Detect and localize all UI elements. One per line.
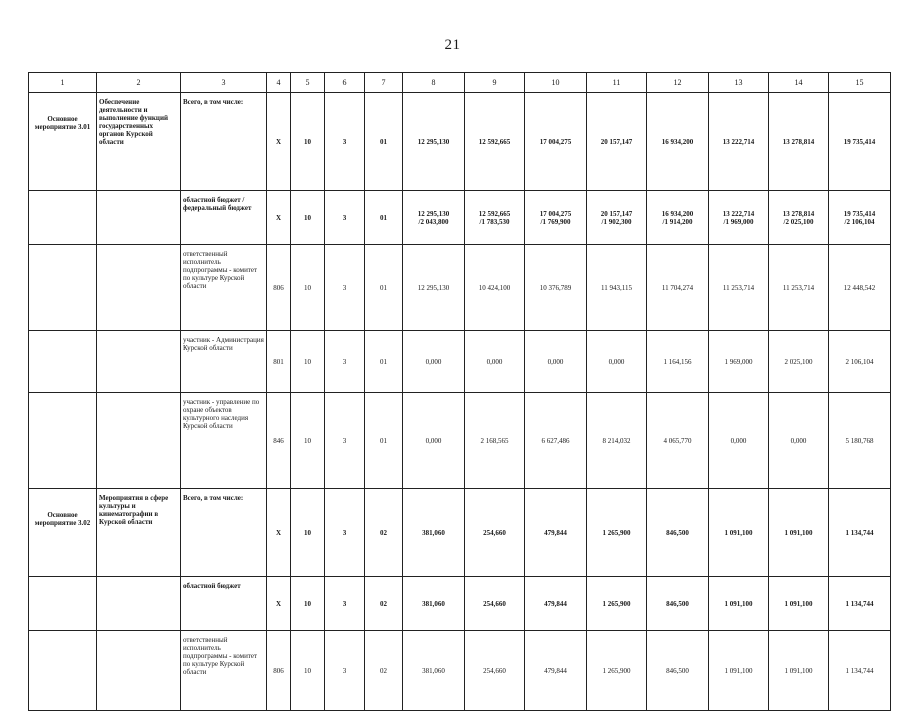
value-line: 1 091,100 [784,528,813,537]
event-cell [29,631,97,711]
table-row [29,245,891,331]
pr-cell: 3 [325,577,365,631]
value-cell [403,93,465,191]
description-cell [97,393,181,489]
value-line: 17 004,275 [539,209,572,218]
value-cell [647,631,709,711]
value-line: 11 253,714 [782,283,815,292]
column-header: 6 [325,73,365,93]
event-cell [29,331,97,393]
event-cell: Основное мероприятие 3.02 [29,489,97,577]
grbs-cell: 806 [267,245,291,331]
column-header: 13 [709,73,769,93]
value-line: 20 157,147 [600,137,633,146]
value-line: 254,660 [483,599,506,608]
value-cell [769,191,829,245]
value-line: 0,000 [790,436,807,445]
value-line: 16 934,200 [661,137,694,146]
description-cell [97,245,181,331]
grbs-cell: X [267,93,291,191]
value-line: 17 004,275 [539,137,572,146]
value-line: 5 180,768 [845,436,874,445]
value-line: /2 025,100 [783,217,814,226]
page-number: 21 [444,37,461,53]
value-cell [709,191,769,245]
value-line: 12 592,665 [478,209,511,218]
value-cell [403,245,465,331]
table-row [29,393,891,489]
description-cell [97,331,181,393]
value-cell [647,489,709,577]
description-cell: Обеспечение деятельности и выполнение функций государственных органов Курской области [97,93,181,191]
value-cell [647,577,709,631]
value-line: 479,844 [544,528,567,537]
csr-cell: 01 [365,393,403,489]
pr-cell: 3 [325,489,365,577]
value-cell [829,577,891,631]
value-line: 1 091,100 [724,528,753,537]
table-row [29,577,891,631]
event-cell [29,577,97,631]
value-cell [587,331,647,393]
rz-cell: 10 [291,577,325,631]
pr-cell: 3 [325,245,365,331]
column-header: 15 [829,73,891,93]
column-header: 4 [267,73,291,93]
value-cell [525,191,587,245]
value-line: 1 265,900 [602,599,631,608]
value-cell [709,93,769,191]
value-line: 254,660 [483,528,506,537]
value-line: 11 943,115 [601,283,632,292]
value-cell [769,489,829,577]
value-line: /1 769,900 [540,217,571,226]
value-line: 479,844 [544,666,567,675]
value-line: 16 934,200 [661,209,694,218]
csr-cell: 02 [365,489,403,577]
value-line: 8 214,032 [602,436,631,445]
value-line: 0,000 [730,436,747,445]
value-line: 11 253,714 [722,283,755,292]
value-cell [465,331,525,393]
grbs-cell: 846 [267,393,291,489]
value-cell [829,331,891,393]
value-line: 1 134,744 [845,599,874,608]
value-line: 846,500 [666,528,689,537]
pr-cell: 3 [325,93,365,191]
value-line: 13 222,714 [722,137,755,146]
csr-cell: 01 [365,245,403,331]
value-cell [829,191,891,245]
column-header: 11 [587,73,647,93]
value-cell [403,631,465,711]
value-cell [709,393,769,489]
value-cell [829,393,891,489]
value-cell [587,489,647,577]
table-row [29,631,891,711]
value-cell [403,331,465,393]
value-line: 0,000 [425,357,442,366]
value-line: 1 265,900 [602,528,631,537]
value-cell [709,245,769,331]
table-row [29,489,891,577]
value-line: 1 091,100 [724,666,753,675]
value-cell [829,245,891,331]
value-cell [587,93,647,191]
value-line: 12 448,542 [843,283,876,292]
value-cell [525,577,587,631]
value-cell [829,489,891,577]
column-header: 10 [525,73,587,93]
csr-cell: 02 [365,577,403,631]
funding-source-cell: ответственный исполнитель подпрограммы - комитет по культуре Курской области [181,245,267,331]
value-line: 0,000 [486,357,503,366]
column-header: 1 [29,73,97,93]
column-header: 12 [647,73,709,93]
value-line: 0,000 [425,436,442,445]
event-cell [29,393,97,489]
description-cell [97,191,181,245]
funding-source-cell: ответственный исполнитель подпрограммы - комитет по культуре Курской области [181,631,267,711]
column-header: 5 [291,73,325,93]
budget-table [28,72,891,711]
pr-cell: 3 [325,393,365,489]
value-line: 0,000 [608,357,625,366]
funding-source-cell: областной бюджет [181,577,267,631]
csr-cell: 01 [365,191,403,245]
csr-cell: 01 [365,331,403,393]
value-cell [465,93,525,191]
grbs-cell: X [267,191,291,245]
column-header: 3 [181,73,267,93]
column-header: 7 [365,73,403,93]
value-line: 381,060 [422,599,445,608]
value-line: 20 157,147 [600,209,633,218]
value-line: 254,660 [483,666,506,675]
grbs-cell: X [267,489,291,577]
value-cell [769,93,829,191]
value-cell [465,191,525,245]
value-line: 1 091,100 [724,599,753,608]
value-cell [525,331,587,393]
value-cell [769,631,829,711]
value-line: 1 969,000 [724,357,753,366]
value-cell [525,631,587,711]
value-cell [709,331,769,393]
value-line: /1 902,300 [601,217,632,226]
rz-cell: 10 [291,93,325,191]
rz-cell: 10 [291,489,325,577]
value-line: /2 043,800 [418,217,449,226]
column-header: 8 [403,73,465,93]
value-line: 479,844 [544,599,567,608]
value-line: 11 704,274 [661,283,694,292]
value-cell [465,393,525,489]
value-line: 13 278,814 [782,209,815,218]
rz-cell: 10 [291,191,325,245]
value-cell [403,393,465,489]
csr-cell: 02 [365,631,403,711]
value-cell [709,631,769,711]
value-cell [525,393,587,489]
value-line: 12 295,130 [417,283,450,292]
funding-source-cell: участник - Администрация Курской области [181,331,267,393]
value-cell [403,577,465,631]
table-row [29,331,891,393]
value-cell [465,489,525,577]
value-line: 10 376,789 [539,283,572,292]
value-line: 2 168,565 [480,436,509,445]
value-line: 0,000 [547,357,564,366]
event-cell [29,191,97,245]
csr-cell: 01 [365,93,403,191]
grbs-cell: 806 [267,631,291,711]
value-line: 13 278,814 [782,137,815,146]
funding-source-cell: Всего, в том числе: [181,93,267,191]
rz-cell: 10 [291,245,325,331]
value-line: 2 106,104 [845,357,874,366]
value-cell [465,245,525,331]
value-cell [829,93,891,191]
value-line: 1 164,156 [663,357,692,366]
value-line: /1 914,200 [662,217,693,226]
description-cell: Мероприятия в сфере культуры и кинематографии в Курской области [97,489,181,577]
grbs-cell: X [267,577,291,631]
value-cell [769,245,829,331]
value-line: 381,060 [422,666,445,675]
funding-source-cell: участник - управление по охране объектов культурного наследия Курской области [181,393,267,489]
value-cell [709,577,769,631]
value-line: 846,500 [666,666,689,675]
value-line: 10 424,100 [478,283,511,292]
value-cell [587,577,647,631]
value-cell [769,577,829,631]
value-line: 19 735,414 [843,137,876,146]
value-cell [587,393,647,489]
table-row [29,93,891,191]
pr-cell: 3 [325,191,365,245]
table-row [29,191,891,245]
funding-source-cell: Всего, в том числе: [181,489,267,577]
column-header: 2 [97,73,181,93]
value-line: 12 592,665 [478,137,511,146]
description-cell [97,631,181,711]
value-line: 1 265,900 [602,666,631,675]
value-cell [769,331,829,393]
value-cell [465,631,525,711]
value-line: 1 091,100 [784,666,813,675]
value-line: /2 106,104 [844,217,875,226]
value-line: 13 222,714 [722,209,755,218]
value-line: 1 134,744 [845,528,874,537]
value-cell [647,245,709,331]
description-cell [97,577,181,631]
value-line: 6 627,486 [541,436,570,445]
value-line: /1 783,530 [479,217,510,226]
value-cell [647,331,709,393]
value-line: 12 295,130 [417,137,450,146]
value-cell [587,191,647,245]
pr-cell: 3 [325,631,365,711]
value-cell [647,393,709,489]
value-line: 12 295,130 [417,209,450,218]
value-line: 2 025,100 [784,357,813,366]
value-cell [709,489,769,577]
value-line: 846,500 [666,599,689,608]
pr-cell: 3 [325,331,365,393]
event-cell [29,245,97,331]
value-cell [525,489,587,577]
value-cell [465,577,525,631]
column-header: 9 [465,73,525,93]
rz-cell: 10 [291,331,325,393]
value-cell [587,245,647,331]
value-cell [647,93,709,191]
column-header: 14 [769,73,829,93]
value-cell [769,393,829,489]
value-cell [403,489,465,577]
value-cell [525,245,587,331]
value-cell [525,93,587,191]
value-line: 1 134,744 [845,666,874,675]
value-cell [403,191,465,245]
value-line: 4 065,770 [663,436,692,445]
value-line: /1 969,000 [723,217,754,226]
header-row [29,73,891,93]
value-line: 1 091,100 [784,599,813,608]
value-cell [829,631,891,711]
value-cell [587,631,647,711]
value-cell [647,191,709,245]
rz-cell: 10 [291,631,325,711]
value-line: 381,060 [422,528,445,537]
grbs-cell: 801 [267,331,291,393]
event-cell: Основное мероприятие 3.01 [29,93,97,191]
value-line: 19 735,414 [843,209,876,218]
rz-cell: 10 [291,393,325,489]
funding-source-cell: областной бюджет /федеральный бюджет [181,191,267,245]
